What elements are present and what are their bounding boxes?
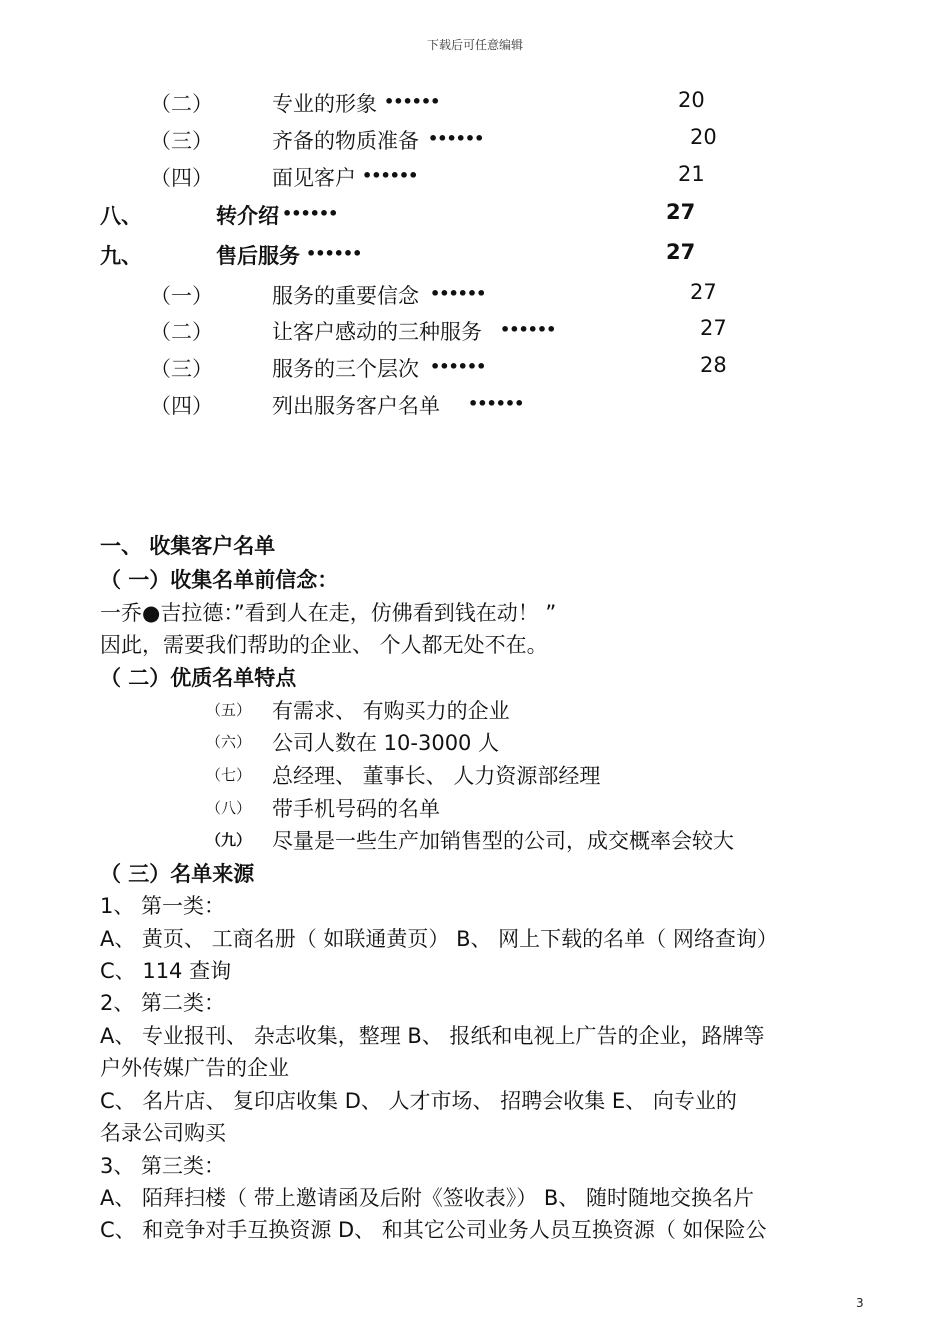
- list-number: （七）: [206, 766, 252, 784]
- page-header: 下载后可任意编辑: [426, 38, 523, 52]
- paragraph-line: 1、 第一类：: [100, 894, 226, 918]
- toc-number: （三）: [150, 357, 213, 381]
- toc-number: 九、: [100, 244, 142, 268]
- list-number: （九）: [206, 831, 252, 849]
- toc-label: 售后服务: [216, 244, 300, 268]
- toc-number: （一）: [150, 284, 213, 308]
- subsection-title: （ 二）优质名单特点: [100, 666, 297, 690]
- toc-number: （二）: [150, 92, 213, 116]
- toc-dots: ••••••: [428, 129, 484, 148]
- toc-number: （二）: [150, 320, 213, 344]
- paragraph-line: C、 和竞争对手互换资源 D、 和其它公司业务人员互换资源（ 如保险公: [100, 1218, 767, 1242]
- toc-number: 八、: [100, 204, 142, 228]
- toc-number: （四）: [150, 394, 213, 418]
- toc-label: 列出服务客户名单: [272, 394, 440, 418]
- toc-label: 让客户感动的三种服务: [272, 320, 482, 344]
- toc-page: 21: [678, 162, 705, 186]
- toc-dots: ••••••: [430, 284, 486, 303]
- toc-page: 20: [678, 88, 705, 112]
- toc-label: 专业的形象: [272, 92, 377, 116]
- toc-dots: ••••••: [306, 244, 362, 263]
- page-number: 3: [856, 1296, 864, 1310]
- list-number: （五）: [206, 701, 252, 719]
- toc-dots: ••••••: [362, 166, 418, 185]
- paragraph-line: 2、 第二类：: [100, 991, 226, 1015]
- list-text: 有需求、 有购买力的企业: [272, 699, 510, 723]
- paragraph-line: 户外传媒广告的企业: [100, 1056, 289, 1080]
- toc-dots: ••••••: [282, 204, 338, 223]
- toc-page: 27: [666, 240, 696, 264]
- toc-page: 27: [700, 316, 727, 340]
- list-number: （六）: [206, 733, 252, 751]
- toc-page: 27: [690, 280, 717, 304]
- toc-page: 20: [690, 125, 717, 149]
- paragraph-line: 名录公司购买: [100, 1121, 226, 1145]
- list-number: （八）: [206, 799, 252, 817]
- toc-page: 28: [700, 353, 727, 377]
- section-title: 一、 收集客户名单: [100, 534, 276, 558]
- paragraph: 因此，需要我们帮助的企业、 个人都无处不在。: [100, 633, 548, 657]
- toc-dots: ••••••: [500, 320, 556, 339]
- toc-label: 转介绍: [216, 204, 279, 228]
- toc-label: 齐备的物质准备: [272, 129, 419, 153]
- toc-page: 27: [666, 200, 696, 224]
- paragraph-line: A、 黄页、 工商名册（ 如联通黄页） B、 网上下载的名单（ 网络查询）: [100, 927, 778, 951]
- subsection-title: （ 一）收集名单前信念：: [100, 568, 339, 592]
- toc-number: （四）: [150, 166, 213, 190]
- toc-dots: ••••••: [430, 357, 486, 376]
- list-text: 总经理、 董事长、 人力资源部经理: [272, 764, 601, 788]
- toc-label: 服务的重要信念: [272, 284, 419, 308]
- paragraph-line: A、 陌拜扫楼（ 带上邀请函及后附《签收表》） B、 随时随地交换名片: [100, 1186, 754, 1210]
- toc-label: 面见客户: [272, 166, 356, 190]
- list-text: 尽量是一些生产加销售型的公司，成交概率会较大: [272, 829, 734, 853]
- paragraph-line: C、 114 查询: [100, 959, 232, 983]
- subsection-title: （ 三）名单来源: [100, 862, 255, 886]
- toc-number: （三）: [150, 129, 213, 153]
- toc-dots: ••••••: [384, 92, 440, 111]
- list-text: 带手机号码的名单: [272, 797, 440, 821]
- toc-label: 服务的三个层次: [272, 357, 419, 381]
- quote-line: 一乔●吉拉德：”看到人在走，仿佛看到钱在动！ ”: [100, 601, 557, 625]
- paragraph-line: C、 名片店、 复印店收集 D、 人才市场、 招聘会收集 E、 向专业的: [100, 1089, 737, 1113]
- paragraph-line: 3、 第三类：: [100, 1154, 226, 1178]
- list-text: 公司人数在 10-3000 人: [272, 731, 500, 755]
- paragraph-line: A、 专业报刊、 杂志收集，整理 B、 报纸和电视上广告的企业，路牌等: [100, 1024, 765, 1048]
- toc-dots: ••••••: [468, 394, 524, 413]
